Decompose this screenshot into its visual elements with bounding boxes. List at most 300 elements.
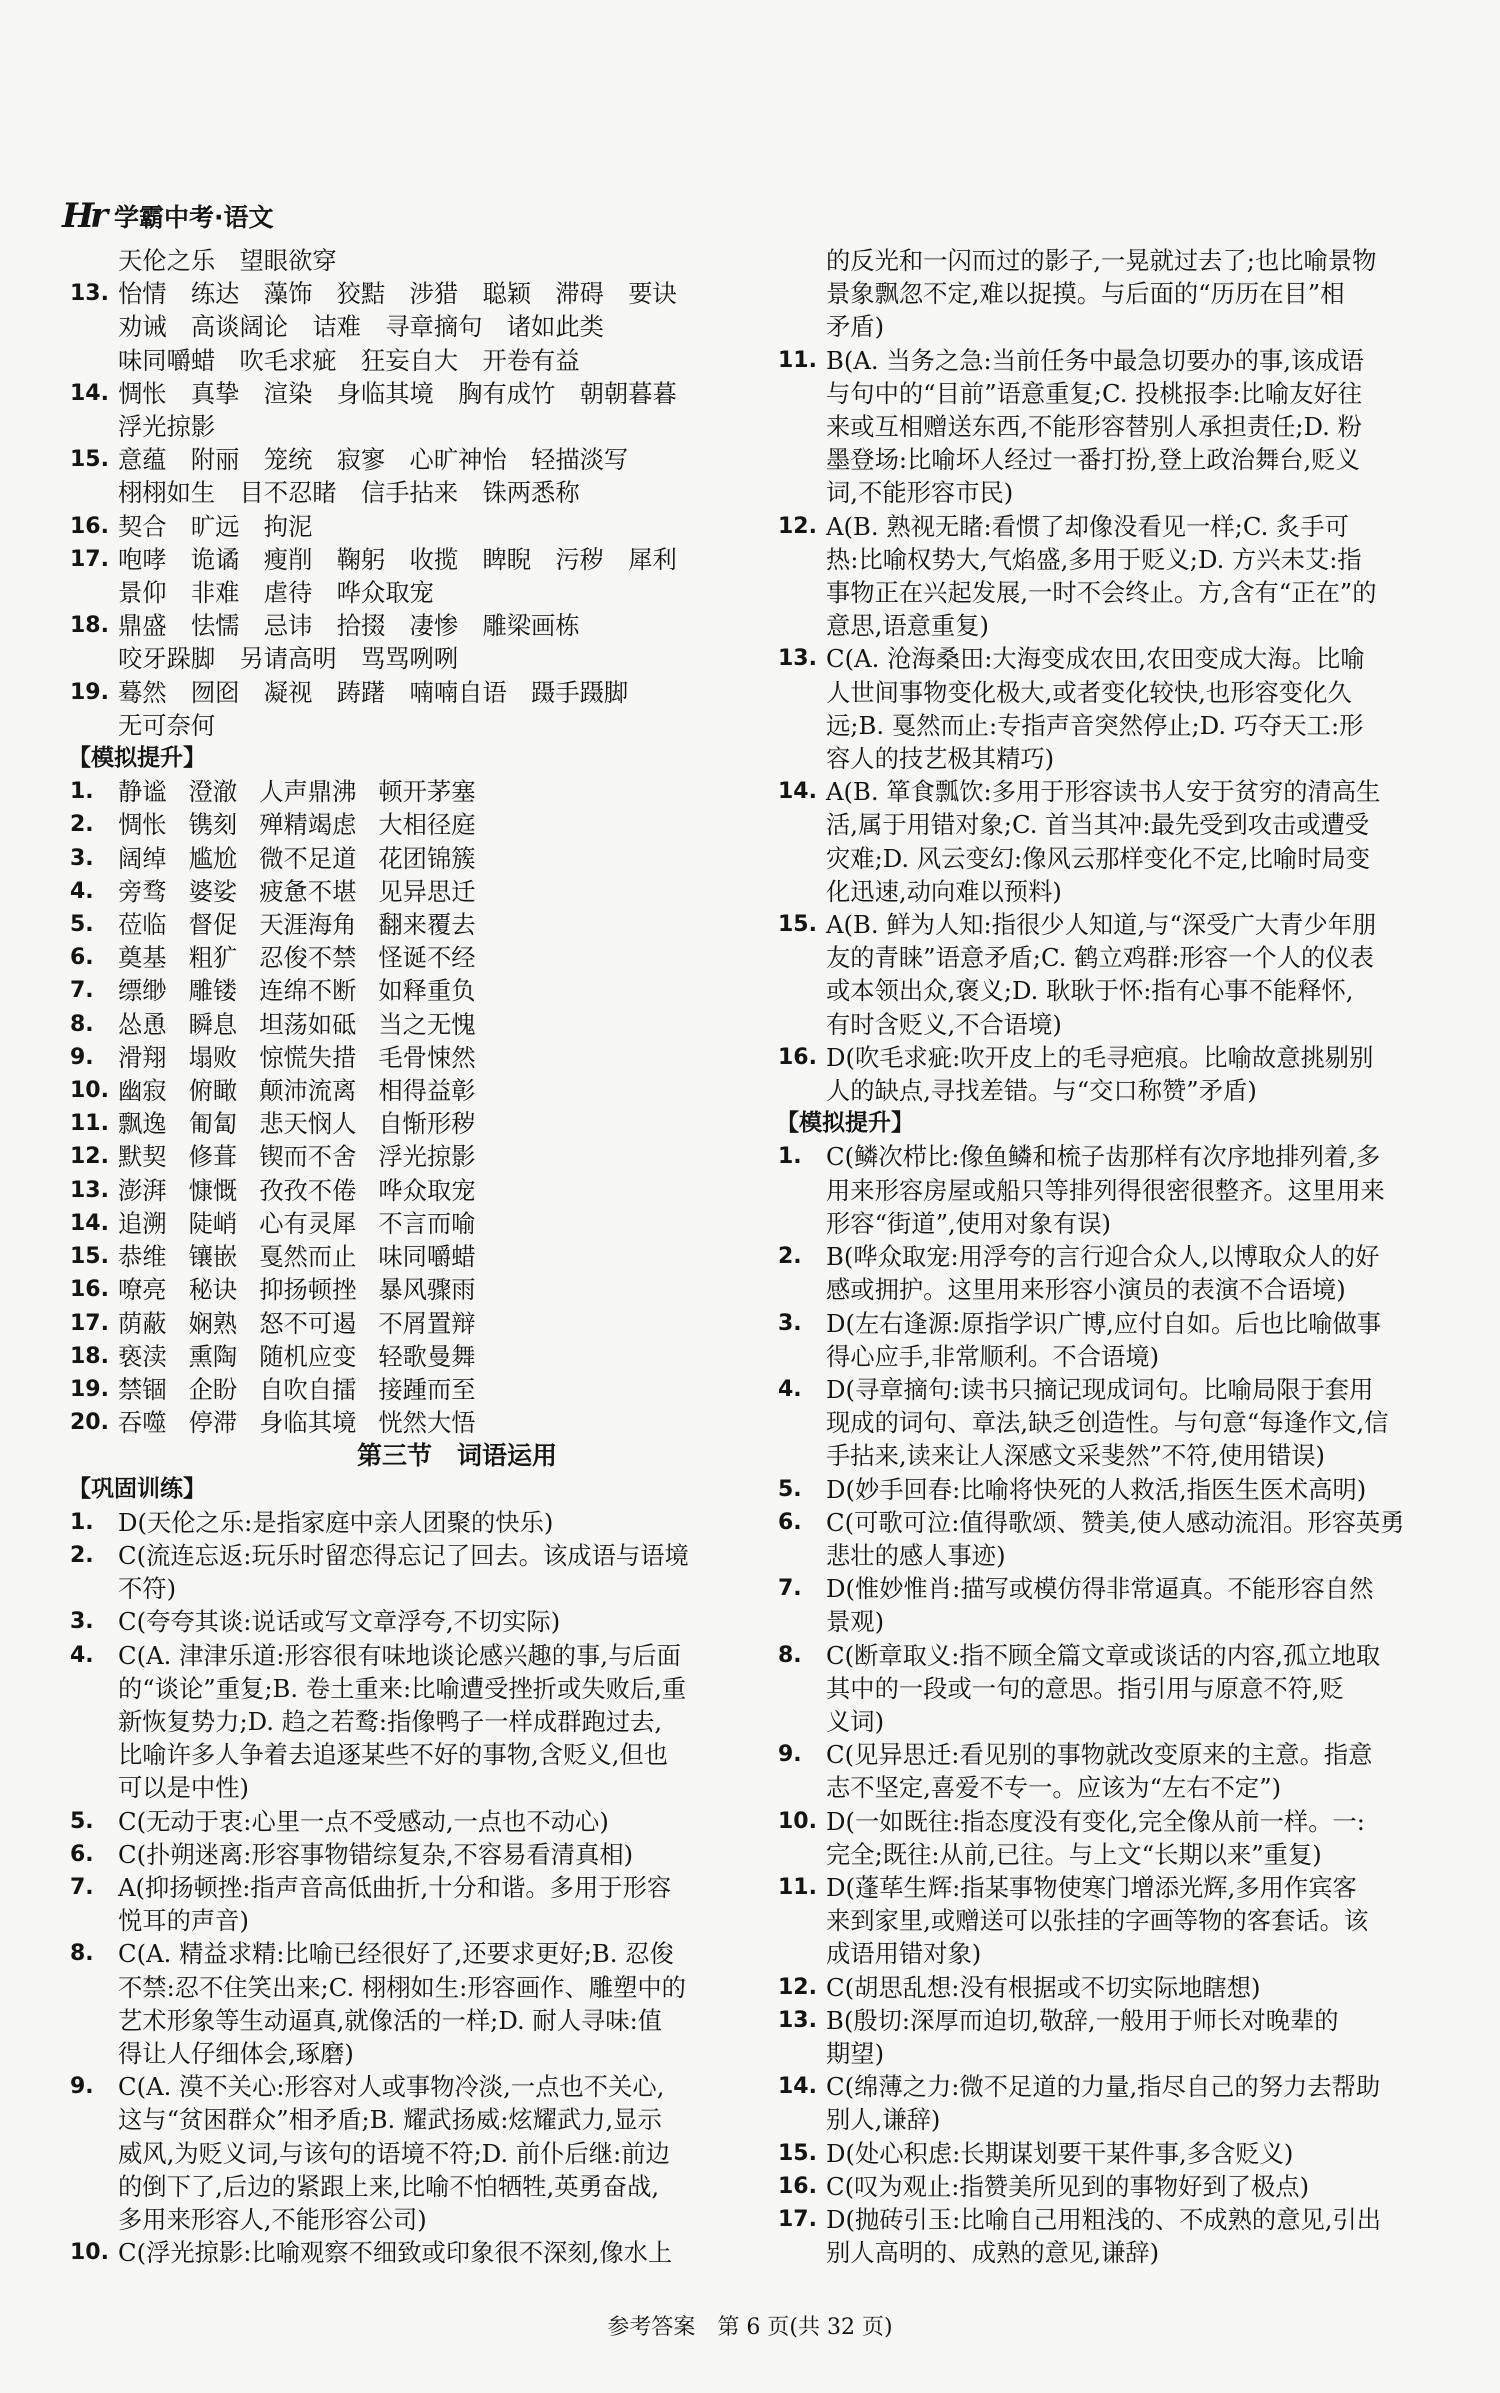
word-list (118, 908, 692, 941)
word-list (118, 1140, 692, 1173)
answer-item (770, 2203, 1442, 2269)
item-number: 1. (778, 1144, 802, 1170)
answer-line: 咬牙跺脚 另请高明 骂骂咧咧 (118, 644, 459, 674)
word: 陡峭 (188, 1208, 238, 1238)
answer-item (62, 808, 692, 841)
answer-line: 可以是中性) (118, 1773, 249, 1803)
answer-item (62, 1373, 692, 1406)
item-number: 13. (778, 646, 817, 672)
item-number: 3. (70, 845, 94, 871)
item-number: 19. (70, 679, 109, 705)
answer-line: 得心应手,非常顺利。不合语境) (826, 1341, 1160, 1371)
answer-item (770, 1041, 1442, 1107)
word: 锲而不舍 (259, 1142, 357, 1172)
word-list (118, 941, 692, 974)
answer-item (62, 875, 692, 908)
answer-line: 的倒下了,后边的紧跟上来,比喻不怕牺牲,英勇奋战, (118, 2171, 660, 2201)
moni-answers-left (62, 775, 692, 1439)
word: 大相径庭 (378, 810, 476, 840)
item-number: 7. (70, 1874, 94, 1900)
answer-item (62, 908, 692, 941)
answer-line: D(妙手回春:比喻将快死的人救活,指医生医术高明) (826, 1474, 1367, 1504)
word-list (118, 842, 692, 875)
answer-text (826, 510, 1442, 643)
answer-line: C(鳞次栉比:像鱼鳞和梳子齿那样有次序地排列着,多 (826, 1142, 1381, 1172)
answer-line: C(A. 津津乐道:形容很有味地谈论感兴趣的事,与后面 (118, 1640, 681, 1670)
answer-text (118, 1838, 692, 1871)
word: 相得益彰 (378, 1076, 476, 1106)
answer-item (62, 1406, 692, 1439)
answer-line: C(叹为观止:指赞美所见到的事物好到了极点) (826, 2171, 1310, 2201)
word-list (118, 1207, 692, 1240)
answer-line: 志不坚定,喜爱不专一。应该为“左右不定”) (826, 1773, 1282, 1803)
item-number: 14. (70, 380, 109, 406)
word-list (118, 1307, 692, 1340)
answer-line: D(吹毛求疵:吹开皮上的毛寻疤痕。比喻故意挑剔别 (826, 1042, 1374, 1072)
brand-logo: Hr (62, 196, 105, 236)
gonggu-header: 【巩固训练】 (68, 1475, 206, 1502)
answer-line: 完全;既往:从前,已往。与上文“长期以来”重复) (826, 1839, 1322, 1869)
gonggu-answers-cont (770, 344, 1442, 1108)
item-number: 1. (70, 779, 94, 805)
item-number: 13. (778, 2007, 817, 2033)
moni-header-right: 【模拟提升】 (776, 1110, 914, 1137)
word: 自惭形秽 (378, 1109, 476, 1139)
answer-line: 悲壮的感人事迹) (826, 1540, 1006, 1570)
answer-item (770, 1971, 1442, 2004)
word-list (118, 1340, 692, 1373)
word: 颠沛流离 (259, 1076, 357, 1106)
word: 不言而喻 (378, 1208, 476, 1238)
item-number: 17. (778, 2206, 817, 2232)
word: 随机应变 (259, 1341, 357, 1371)
word: 微不足道 (259, 843, 357, 873)
answer-line: 用来形容房屋或船只等排列得很密很整齐。这里用来 (826, 1175, 1385, 1205)
word: 轻歌曼舞 (378, 1341, 476, 1371)
item-number: 14. (70, 1210, 109, 1236)
answer-line: 景观) (826, 1607, 885, 1637)
item-number: 5. (70, 912, 94, 938)
answer-line: A(B. 箪食瓢饮:多用于形容读书人安于贫穷的清高生 (826, 777, 1381, 807)
answer-item (62, 1838, 692, 1871)
answer-item (770, 1473, 1442, 1506)
item-number: 15. (778, 912, 817, 938)
answer-line: 形容“街道”,使用对象有误) (826, 1208, 1112, 1238)
answer-line: 人世间事物变化极大,或者变化较快,也形容变化久 (826, 677, 1352, 707)
item-number: 2. (778, 1244, 802, 1270)
word: 天涯海角 (259, 910, 357, 940)
answer-line: C(A. 沧海桑田:大海变成农田,农田变成大海。比喻 (826, 644, 1365, 674)
item-number: 6. (70, 1841, 94, 1867)
answer-line: 这与“贫困群众”相矛盾;B. 耀武扬威:炫耀武力,显示 (118, 2105, 662, 2135)
answer-line: 景仰 非难 虐待 哗众取宠 (118, 578, 434, 608)
answer-line: D(蓬荜生辉:指某事物使寒门增添光辉,多用作宾客 (826, 1872, 1357, 1902)
moni-answers-right (770, 1140, 1442, 2269)
answer-item (62, 1871, 692, 1937)
answer-item (62, 974, 692, 1007)
item-number: 17. (70, 1310, 109, 1336)
word: 雕镂 (188, 976, 238, 1006)
answer-text (826, 1506, 1442, 1572)
answer-text (826, 1373, 1442, 1473)
answer-item (62, 1639, 692, 1805)
answer-line: D(寻章摘句:读书只摘记现成词句。比喻局限于套用 (826, 1374, 1374, 1404)
answer-text (118, 443, 692, 509)
item-number: 16. (778, 1044, 817, 1070)
answer-line: 友的青睐”语意矛盾;C. 鹤立鸡群:形容一个人的仪表 (826, 943, 1374, 973)
word: 飘逸 (118, 1109, 167, 1139)
answer-line: C(扑朔迷离:形容事物错综复杂,不容易看清真相) (118, 1839, 634, 1869)
answer-line: D(一如既往:指态度没有变化,完全像从前一样。一: (826, 1806, 1365, 1836)
word: 顿开茅塞 (378, 777, 476, 807)
answer-item (62, 1107, 692, 1140)
answer-item (62, 1008, 692, 1041)
word: 嘹亮 (118, 1275, 167, 1305)
answer-text (118, 609, 692, 675)
word: 静谧 (118, 777, 167, 807)
answer-line: 威风,为贬义词,与该句的语境不符;D. 前仆后继:前边 (118, 2138, 670, 2168)
answer-text (118, 543, 692, 609)
answer-item (770, 1240, 1442, 1306)
answer-text (826, 1572, 1442, 1638)
item-number: 12. (778, 1974, 817, 2000)
answer-line: 来或互相赠送东西,不能形容替别人承担责任;D. 粉 (826, 412, 1362, 442)
answer-text (826, 2004, 1442, 2070)
answer-line: 词,不能形容市民) (826, 478, 1014, 508)
answer-line: 咆哮 诡谲 瘦削 鞠躬 收揽 睥睨 污秽 犀利 (118, 544, 677, 574)
word: 澎湃 (118, 1175, 167, 1205)
item-number: 2. (70, 812, 94, 838)
answer-item (770, 2170, 1442, 2203)
word: 亵渎 (118, 1341, 167, 1371)
answer-text (118, 2236, 692, 2269)
word: 莅临 (118, 910, 167, 940)
word: 悲天悯人 (259, 1109, 357, 1139)
item-number: 8. (70, 1941, 94, 1967)
answer-text (826, 642, 1442, 775)
word: 连绵不断 (259, 976, 357, 1006)
answer-line: 鼎盛 怯懦 忌讳 拾掇 凄惨 雕梁画栋 (118, 611, 580, 641)
moni-header-left: 【模拟提升】 (68, 745, 206, 772)
word: 幽寂 (118, 1076, 167, 1106)
answer-text (826, 344, 1442, 510)
item-number: 13. (70, 1177, 109, 1203)
answer-line: 其中的一段或一句的意思。指引用与原意不符,贬 (826, 1673, 1344, 1703)
item-number: 7. (70, 978, 94, 1004)
answer-line: 或本领出众,褒义;D. 耿耿于怀:指有心事不能释怀, (826, 976, 1354, 1006)
continued-answer (770, 244, 1442, 344)
word: 怪诞不经 (378, 943, 476, 973)
answer-line: 的“谈论”重复;B. 卷土重来:比喻遭受挫折或失败后,重 (118, 1673, 687, 1703)
answer-line: D(处心积虑:长期谋划要干某件事,多含贬义) (826, 2138, 1294, 2168)
word: 恍然大悟 (378, 1408, 476, 1438)
answer-line: D(惟妙惟肖:描写或模仿得非常逼真。不能形容自然 (826, 1574, 1374, 1604)
answer-item (62, 1074, 692, 1107)
answer-text (118, 1871, 692, 1937)
word-list (118, 775, 692, 808)
word: 惊慌失措 (259, 1042, 357, 1072)
answer-item (62, 1041, 692, 1074)
answer-item (62, 1539, 692, 1605)
answer-text (118, 1506, 692, 1539)
answer-line: D(天伦之乐:是指家庭中亲人团聚的快乐) (118, 1507, 554, 1537)
word: 怂恿 (118, 1009, 167, 1039)
item-number: 4. (70, 878, 94, 904)
answer-line: C(可歌可泣:值得歌颂、赞美,使人感动流泪。形容英勇 (826, 1507, 1405, 1537)
answer-line: C(无动于衷:心里一点不受感动,一点也不动心) (118, 1806, 609, 1836)
word: 阔绰 (118, 843, 167, 873)
answer-item (62, 676, 692, 742)
answer-text (826, 775, 1442, 908)
answer-item (62, 1240, 692, 1273)
word: 毛骨悚然 (378, 1042, 476, 1072)
word: 督促 (188, 910, 238, 940)
vocab-answers (62, 277, 692, 742)
word: 停滞 (188, 1408, 238, 1438)
word: 滑翔 (118, 1042, 167, 1072)
answer-line: C(夸夸其谈:说话或写文章浮夸,不切实际) (118, 1607, 561, 1637)
answer-text (826, 1041, 1442, 1107)
answer-line: 期望) (826, 2038, 885, 2068)
word: 自吹自擂 (259, 1374, 357, 1404)
answer-line: 比喻许多人争着去追逐某些不好的事物,含贬义,但也 (118, 1740, 668, 1770)
answer-item (62, 609, 692, 675)
answer-line: 的反光和一闪而过的影子,一晃就过去了;也比喻景物 (826, 246, 1377, 275)
item-number: 20. (70, 1410, 109, 1436)
answer-line: C(断章取义:指不顾全篇文章或谈话的内容,孤立地取 (826, 1640, 1381, 1670)
answer-item (62, 1207, 692, 1240)
item-number: 1. (70, 1509, 94, 1535)
word-list (118, 1240, 692, 1273)
item-number: 11. (778, 1874, 817, 1900)
answer-item (770, 1871, 1442, 1971)
item-number: 18. (70, 613, 109, 639)
word: 禁锢 (118, 1374, 167, 1404)
item-number: 8. (70, 1011, 94, 1037)
answer-line: C(胡思乱想:没有根据或不切实际地瞎想) (826, 1972, 1261, 2002)
answer-line: 不符) (118, 1574, 177, 1604)
answer-line: 义词) (826, 1706, 885, 1736)
answer-item (770, 1506, 1442, 1572)
left-column (62, 244, 692, 2269)
word: 瞬息 (188, 1009, 238, 1039)
answer-line: 味同嚼蜡 吹毛求疵 狂妄自大 开卷有益 (118, 345, 580, 375)
answer-item (62, 2070, 692, 2236)
word: 如释重负 (378, 976, 476, 1006)
answer-item (770, 1140, 1442, 1240)
answer-text (118, 1539, 692, 1605)
word-list (118, 1041, 692, 1074)
item-number: 10. (778, 1808, 817, 1834)
answer-item (770, 1373, 1442, 1473)
answer-text (826, 2170, 1442, 2203)
word: 俯瞰 (188, 1076, 238, 1106)
answer-line: A(B. 熟视无睹:看惯了却像没看见一样;C. 炙手可 (826, 511, 1349, 541)
answer-line: 意思,语意重复) (826, 611, 989, 641)
answer-line: 远;B. 戛然而止:专指声音突然停止;D. 巧夺天工:形 (826, 710, 1364, 740)
item-number: 5. (70, 1808, 94, 1834)
answer-line: 别人高明的、成熟的意见,谦辞) (826, 2238, 1160, 2268)
word: 缥缈 (118, 976, 167, 1006)
word: 追溯 (118, 1208, 167, 1238)
answer-line: C(A. 精益求精:比喻已经很好了,还要求更好;B. 忍俊 (118, 1939, 674, 1969)
answer-text (118, 277, 692, 377)
item-number: 3. (778, 1310, 802, 1336)
item-number: 16. (778, 2173, 817, 2199)
word-list (118, 1174, 692, 1207)
word: 奠基 (118, 943, 167, 973)
answer-text (826, 1871, 1442, 1971)
word: 澄澈 (188, 777, 238, 807)
answer-line: 与句中的“目前”语意重复;C. 投桃报李:比喻友好往 (826, 378, 1363, 408)
word-list (118, 808, 692, 841)
word: 塌败 (188, 1042, 238, 1072)
answer-line: 事物正在兴起发展,一时不会终止。方,含有“正在”的 (826, 578, 1377, 608)
item-number: 2. (70, 1542, 94, 1568)
answer-line: 成语用错对象) (826, 1939, 982, 1969)
answer-item (62, 1340, 692, 1373)
answer-line: 现成的词句、章法,缺乏创造性。与句意“每逢作文,信 (826, 1408, 1389, 1438)
word: 熏陶 (188, 1341, 238, 1371)
answer-line: 不禁:忍不住笑出来;C. 栩栩如生:形容画作、雕塑中的 (118, 1972, 686, 2002)
word: 镶嵌 (188, 1242, 238, 1272)
word: 镌刻 (188, 810, 238, 840)
answer-line: 矛盾) (826, 312, 885, 342)
word: 接踵而至 (378, 1374, 476, 1404)
word: 荫蔽 (118, 1308, 167, 1338)
item-number: 12. (70, 1144, 109, 1170)
item-number: 9. (70, 1044, 94, 1070)
answer-item (62, 1174, 692, 1207)
word: 企盼 (188, 1374, 238, 1404)
word: 心有灵犀 (259, 1208, 357, 1238)
answer-line: 栩栩如生 目不忍睹 信手拈来 铢两悉称 (118, 478, 580, 508)
answer-item (62, 775, 692, 808)
word: 吞噬 (118, 1408, 167, 1438)
word-list (118, 1008, 692, 1041)
word: 粗犷 (188, 943, 238, 973)
item-number: 17. (70, 546, 109, 572)
answer-line: B(哗众取宠:用浮夸的言行迎合众人,以博取众人的好 (826, 1242, 1380, 1272)
word-list (118, 1406, 692, 1439)
word: 惆怅 (118, 810, 167, 840)
word: 味同嚼蜡 (378, 1242, 476, 1272)
answer-line: D(抛砖引玉:比喻自己用粗浅的、不成熟的意见,引出 (826, 2204, 1382, 2234)
word-list (118, 1273, 692, 1306)
answer-text (118, 1639, 692, 1805)
answer-item (62, 1506, 692, 1539)
answer-line: 墨登场:比喻坏人经过一番打扮,登上政治舞台,贬义 (826, 445, 1360, 475)
word: 恭维 (118, 1242, 167, 1272)
answer-line: 新恢复势力;D. 趋之若鹜:指像鸭子一样成群跑过去, (118, 1706, 663, 1736)
word: 娴熟 (188, 1308, 238, 1338)
answer-item (770, 1639, 1442, 1739)
word: 戛然而止 (259, 1242, 357, 1272)
answer-item (62, 377, 692, 443)
answer-line: C(绵薄之力:微不足道的力量,指尽自己的努力去帮助 (826, 2072, 1381, 2102)
word: 孜孜不倦 (259, 1175, 357, 1205)
book-title: 学霸中考·语文 (114, 203, 274, 232)
item-number: 13. (70, 281, 109, 307)
word: 忍俊不禁 (259, 943, 357, 973)
answer-line: 来到家里,或赠送可以张挂的字画等物的客套话。该 (826, 1906, 1369, 1936)
answer-line: 热:比喻权势大,气焰盛,多用于贬义;D. 方兴未艾:指 (826, 544, 1362, 574)
answer-item (62, 842, 692, 875)
answer-item (770, 2137, 1442, 2170)
answer-line: 有时含贬义,不合语境) (826, 1009, 1062, 1039)
answer-item (770, 2004, 1442, 2070)
answer-line: A(B. 鲜为人知:指很少人知道,与“深受广大青少年朋 (826, 910, 1377, 940)
answer-line: C(见异思迁:看见别的事物就改变原来的主意。指意 (826, 1740, 1373, 1770)
page-header (62, 198, 274, 234)
item-number: 18. (70, 1343, 109, 1369)
answer-text (118, 1605, 692, 1638)
answer-item (770, 908, 1442, 1041)
answer-line: 得让人仔细体会,琢磨) (118, 2038, 354, 2068)
word: 怒不可遏 (259, 1308, 357, 1338)
answer-text (118, 1937, 692, 2070)
item-number: 5. (778, 1476, 802, 1502)
answer-line: 意蕴 附丽 笼统 寂寥 心旷神怡 轻描淡写 (118, 445, 629, 475)
answer-line: 多用来形容人,不能形容公司) (118, 2204, 427, 2234)
answer-item (62, 1605, 692, 1638)
answer-item (770, 2070, 1442, 2136)
answer-line: 劝诫 高谈阔论 诘难 寻章摘句 诸如此类 (118, 312, 604, 342)
answer-text (826, 908, 1442, 1041)
word: 当之无愧 (378, 1009, 476, 1039)
word-list (118, 1373, 692, 1406)
word-list (118, 1074, 692, 1107)
word: 默契 (118, 1142, 167, 1172)
word: 暴风骤雨 (378, 1275, 476, 1305)
answer-line: A(抑扬顿挫:指声音高低曲折,十分和谐。多用于形容 (118, 1872, 672, 1902)
right-column (770, 244, 1442, 2269)
answer-line: 惆怅 真挚 渲染 身临其境 胸有成竹 朝朝暮暮 (118, 378, 677, 408)
word: 翻来覆去 (378, 910, 476, 940)
word: 哗众取宠 (378, 1175, 476, 1205)
word: 慷慨 (188, 1175, 238, 1205)
answer-line: 悦耳的声音) (118, 1906, 249, 1936)
answer-text (826, 1140, 1442, 1240)
answer-line: 无可奈何 (118, 710, 216, 740)
answer-line: D(左右逢源:原指学识广博,应付自如。后也比喻做事 (826, 1308, 1382, 1338)
word-list (118, 974, 692, 1007)
item-number: 10. (70, 2240, 109, 2266)
answer-line: 景象飘忽不定,难以捉摸。与后面的“历历在目”相 (826, 279, 1345, 309)
answer-text (826, 1307, 1442, 1373)
word: 旁骛 (118, 876, 167, 906)
answer-text (826, 2203, 1442, 2269)
item-number: 8. (778, 1642, 802, 1668)
answer-line: 人的缺点,寻找差错。与“交口称赞”矛盾) (826, 1076, 1257, 1106)
answer-text (826, 1639, 1442, 1739)
word: 见异思迁 (378, 876, 476, 906)
item-number: 4. (70, 1642, 94, 1668)
answer-item (62, 941, 692, 974)
answer-text (118, 510, 692, 543)
word-list (118, 875, 692, 908)
answer-item (62, 1937, 692, 2070)
answer-line: 灾难;D. 风云变幻:像风云那样变化不定,比喻时局变 (826, 843, 1371, 873)
item-number: 9. (70, 2074, 94, 2100)
answer-item (770, 1307, 1442, 1373)
word: 人声鼎沸 (259, 777, 357, 807)
word: 婆娑 (188, 876, 238, 906)
answer-item (62, 1307, 692, 1340)
answer-item (770, 344, 1442, 510)
answer-text (118, 1805, 692, 1838)
word: 秘诀 (188, 1275, 238, 1305)
